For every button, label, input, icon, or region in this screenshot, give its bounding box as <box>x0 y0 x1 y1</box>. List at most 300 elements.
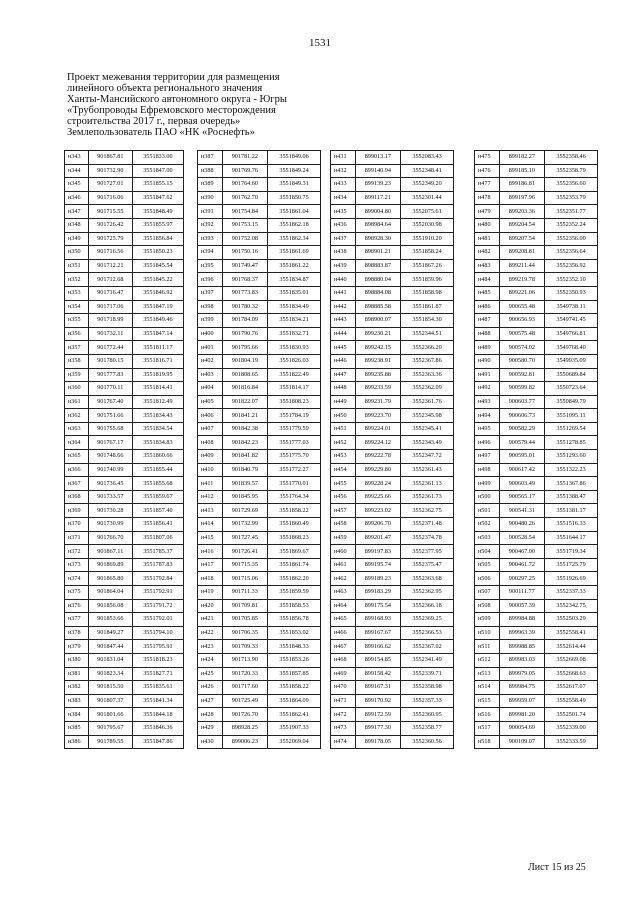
point-id-cell: н487 <box>475 314 500 328</box>
y-coordinate-cell: 3551814.41 <box>132 382 183 396</box>
point-id-cell: н387 <box>198 151 223 165</box>
y-coordinate-cell: 3552363.68 <box>401 572 454 586</box>
x-coordinate-cell: 901808.65 <box>222 368 268 382</box>
table-row <box>475 450 598 464</box>
point-id-cell: н352 <box>65 273 89 287</box>
y-coordinate-cell: 3551862.18 <box>268 218 321 232</box>
point-id-cell: н404 <box>198 382 223 396</box>
x-coordinate-cell: 901823.34 <box>88 667 132 681</box>
y-coordinate-cell: 3552362.95 <box>401 586 454 600</box>
point-id-cell: н416 <box>198 545 223 559</box>
y-coordinate-cell: 3552358.46 <box>545 151 598 165</box>
x-coordinate-cell: 900656.93 <box>499 314 545 328</box>
table-row <box>198 531 321 545</box>
y-coordinate-cell: 3552341.49 <box>401 653 454 667</box>
table-row <box>65 653 184 667</box>
point-id-cell: н412 <box>198 490 223 504</box>
y-coordinate-cell: 3551847.86 <box>132 735 183 749</box>
table-row <box>198 246 321 260</box>
y-coordinate-cell: 3551822.49 <box>268 368 321 382</box>
x-coordinate-cell: 901709.33 <box>222 640 268 654</box>
point-id-cell: н492 <box>475 382 500 396</box>
x-coordinate-cell: 899208.81 <box>499 246 545 260</box>
point-id-cell: н462 <box>331 572 356 586</box>
x-coordinate-cell: 901732.11 <box>88 327 132 341</box>
y-coordinate-cell: 3551847.19 <box>132 300 183 314</box>
point-id-cell: н500 <box>475 490 500 504</box>
y-coordinate-cell: 3552369.25 <box>401 613 454 627</box>
point-id-cell: н363 <box>65 422 89 436</box>
x-coordinate-cell: 901726.42 <box>88 218 132 232</box>
table-row <box>475 395 598 409</box>
point-id-cell: н446 <box>331 354 356 368</box>
x-coordinate-cell: 901709.81 <box>222 599 268 613</box>
table-row <box>65 286 184 300</box>
y-coordinate-cell: 3551907.33 <box>268 721 321 735</box>
y-coordinate-cell: 3552347.72 <box>401 450 454 464</box>
y-coordinate-cell: 3551861.04 <box>268 205 321 219</box>
point-id-cell: н358 <box>65 354 89 368</box>
point-id-cell: н505 <box>475 558 500 572</box>
y-coordinate-cell: 3552367.86 <box>401 354 454 368</box>
x-coordinate-cell: 901801.66 <box>88 708 132 722</box>
table-row <box>198 599 321 613</box>
table-row <box>331 572 454 586</box>
x-coordinate-cell: 900655.48 <box>499 300 545 314</box>
x-coordinate-cell: 900461.72 <box>499 558 545 572</box>
y-coordinate-cell: 3551808.23 <box>268 395 321 409</box>
table-row <box>475 572 598 586</box>
x-coordinate-cell: 901856.08 <box>88 599 132 613</box>
y-coordinate-cell: 3551834.21 <box>268 314 321 328</box>
x-coordinate-cell: 901727.45 <box>222 531 268 545</box>
y-coordinate-cell: 3552344.51 <box>401 327 454 341</box>
table-row <box>331 721 454 735</box>
table-row <box>475 735 598 749</box>
table-row <box>331 341 454 355</box>
y-coordinate-cell: 3551818.23 <box>132 653 183 667</box>
table-row <box>198 490 321 504</box>
y-coordinate-cell: 3551861.74 <box>268 558 321 572</box>
x-coordinate-cell: 901822.07 <box>222 395 268 409</box>
point-id-cell: н453 <box>331 450 356 464</box>
y-coordinate-cell: 3551856.84 <box>132 232 183 246</box>
y-coordinate-cell: 3551811.17 <box>132 341 183 355</box>
table-row <box>198 694 321 708</box>
table-row <box>65 273 184 287</box>
point-id-cell: н477 <box>475 178 500 192</box>
y-coordinate-cell: 3551322.23 <box>545 463 598 477</box>
point-id-cell: н382 <box>65 681 89 695</box>
x-coordinate-cell: 901847.44 <box>88 640 132 654</box>
x-coordinate-cell: 898901.21 <box>355 246 401 260</box>
table-row <box>331 545 454 559</box>
point-id-cell: н479 <box>475 205 500 219</box>
point-id-cell: н350 <box>65 246 89 260</box>
point-id-cell: н466 <box>331 626 356 640</box>
x-coordinate-cell: 900528.54 <box>499 531 545 545</box>
y-coordinate-cell: 3551845.54 <box>132 259 183 273</box>
y-coordinate-cell: 3552342.75 <box>545 599 598 613</box>
table-row <box>475 259 598 273</box>
y-coordinate-cell: 3551644.17 <box>545 531 598 545</box>
x-coordinate-cell: 901867.11 <box>88 545 132 559</box>
point-id-cell: н459 <box>331 531 356 545</box>
x-coordinate-cell: 901773.83 <box>222 286 268 300</box>
table-row <box>475 368 598 382</box>
x-coordinate-cell: 899211.44 <box>499 259 545 273</box>
point-id-cell: н353 <box>65 286 89 300</box>
table-row <box>65 531 184 545</box>
point-id-cell: н343 <box>65 151 89 165</box>
y-coordinate-cell: 3551794.10 <box>132 626 183 640</box>
x-coordinate-cell: 901751.66 <box>88 409 132 423</box>
table-row <box>331 667 454 681</box>
table-row <box>475 545 598 559</box>
point-id-cell: н384 <box>65 708 89 722</box>
y-coordinate-cell: 3551832.71 <box>268 327 321 341</box>
point-id-cell: н374 <box>65 572 89 586</box>
y-coordinate-cell: 3551833.00 <box>132 151 183 165</box>
x-coordinate-cell: 900467.00 <box>499 545 545 559</box>
x-coordinate-cell: 899117.21 <box>355 191 401 205</box>
point-id-cell: н364 <box>65 436 89 450</box>
y-coordinate-cell: 3551855.68 <box>132 477 183 491</box>
table-row <box>331 694 454 708</box>
y-coordinate-cell: 3552356.60 <box>545 178 598 192</box>
table-row <box>198 409 321 423</box>
y-coordinate-cell: 3551775.70 <box>268 450 321 464</box>
y-coordinate-cell: 3551855.97 <box>132 218 183 232</box>
table-row <box>475 599 598 613</box>
x-coordinate-cell: 898928.25 <box>222 721 268 735</box>
table-row <box>475 218 598 232</box>
x-coordinate-cell: 899172.59 <box>355 708 401 722</box>
table-row <box>475 558 598 572</box>
y-coordinate-cell: 3551777.03 <box>268 436 321 450</box>
table-row <box>198 586 321 600</box>
x-coordinate-cell: 899230.21 <box>355 327 401 341</box>
point-id-cell: н439 <box>331 259 356 273</box>
point-id-cell: н394 <box>198 246 223 260</box>
x-coordinate-cell: 900580.70 <box>499 354 545 368</box>
y-coordinate-cell: 3551849.24 <box>268 164 321 178</box>
point-id-cell: н377 <box>65 613 89 627</box>
y-coordinate-cell: 3552361.43 <box>401 463 454 477</box>
title-line: Ханты-Мансийского автономного округа - Югры <box>67 94 287 105</box>
point-id-cell: н362 <box>65 409 89 423</box>
y-coordinate-cell: 3551367.86 <box>545 477 598 491</box>
point-id-cell: н405 <box>198 395 223 409</box>
y-coordinate-cell: 3551862.41 <box>268 708 321 722</box>
x-coordinate-cell: 901712.68 <box>88 273 132 287</box>
table-row <box>65 735 184 749</box>
point-id-cell: н418 <box>198 572 223 586</box>
x-coordinate-cell: 901795.66 <box>222 341 268 355</box>
x-coordinate-cell: 899006.23 <box>222 735 268 749</box>
x-coordinate-cell: 901732.90 <box>88 164 132 178</box>
table-row <box>198 450 321 464</box>
table-row <box>475 531 598 545</box>
x-coordinate-cell: 899195.74 <box>355 558 401 572</box>
y-coordinate-cell: 3551849.46 <box>132 314 183 328</box>
x-coordinate-cell: 900603.49 <box>499 477 545 491</box>
table-row <box>198 681 321 695</box>
table-row <box>331 626 454 640</box>
x-coordinate-cell: 899166.62 <box>355 640 401 654</box>
x-coordinate-cell: 899984.88 <box>499 613 545 627</box>
table-row <box>65 545 184 559</box>
y-coordinate-cell: 3551862.34 <box>268 232 321 246</box>
y-coordinate-cell: 3552363.36 <box>401 368 454 382</box>
point-id-cell: н444 <box>331 327 356 341</box>
title-line: Проект межевания территории для размещения <box>67 72 280 83</box>
table-row <box>331 273 454 287</box>
y-coordinate-cell: 3552349.20 <box>401 178 454 192</box>
table-row <box>475 409 598 423</box>
document-title <box>67 72 367 138</box>
y-coordinate-cell: 3551845.22 <box>132 273 183 287</box>
x-coordinate-cell: 901764.60 <box>222 178 268 192</box>
y-coordinate-cell: 3551835.61 <box>132 681 183 695</box>
x-coordinate-cell: 899139.23 <box>355 178 401 192</box>
y-coordinate-cell: 3551861.87 <box>401 300 454 314</box>
point-id-cell: н488 <box>475 327 500 341</box>
y-coordinate-cell: 3551859.67 <box>132 490 183 504</box>
x-coordinate-cell: 901790.76 <box>222 327 268 341</box>
point-id-cell: н451 <box>331 422 356 436</box>
x-coordinate-cell: 899168.93 <box>355 613 401 627</box>
table-row <box>475 422 598 436</box>
point-id-cell: н388 <box>198 164 223 178</box>
x-coordinate-cell: 899228.24 <box>355 477 401 491</box>
x-coordinate-cell: 899186.81 <box>499 178 545 192</box>
table-row <box>198 558 321 572</box>
y-coordinate-cell: 3552367.02 <box>401 640 454 654</box>
x-coordinate-cell: 900595.01 <box>499 450 545 464</box>
y-coordinate-cell: 3551792.91 <box>132 586 183 600</box>
table-row <box>475 314 598 328</box>
y-coordinate-cell: 3552345.41 <box>401 422 454 436</box>
y-coordinate-cell: 3551792.84 <box>132 572 183 586</box>
table-row <box>475 382 598 396</box>
y-coordinate-cell: 3551850.23 <box>132 246 183 260</box>
x-coordinate-cell: 899154.85 <box>355 653 401 667</box>
point-id-cell: н467 <box>331 640 356 654</box>
x-coordinate-cell: 899988.85 <box>499 640 545 654</box>
point-id-cell: н415 <box>198 531 223 545</box>
table-row <box>198 477 321 491</box>
point-id-cell: н516 <box>475 708 500 722</box>
x-coordinate-cell: 901730.28 <box>88 504 132 518</box>
y-coordinate-cell: 3552345.98 <box>401 409 454 423</box>
x-coordinate-cell: 899182.27 <box>499 151 545 165</box>
x-coordinate-cell: 899233.59 <box>355 382 401 396</box>
x-coordinate-cell: 901715.55 <box>88 205 132 219</box>
y-coordinate-cell: 3551770.01 <box>268 477 321 491</box>
x-coordinate-cell: 899219.78 <box>499 273 545 287</box>
point-id-cell: н474 <box>331 735 356 749</box>
table-row <box>331 395 454 409</box>
x-coordinate-cell: 901804.19 <box>222 354 268 368</box>
point-id-cell: н484 <box>475 273 500 287</box>
x-coordinate-cell: 900575.48 <box>499 327 545 341</box>
table-row <box>198 708 321 722</box>
x-coordinate-cell: 901711.33 <box>222 586 268 600</box>
x-coordinate-cell: 901749.47 <box>222 259 268 273</box>
table-row <box>331 708 454 722</box>
x-coordinate-cell: 901853.66 <box>88 613 132 627</box>
y-coordinate-cell: 3551849.06 <box>268 151 321 165</box>
table-row <box>331 314 454 328</box>
point-id-cell: н349 <box>65 232 89 246</box>
table-row <box>198 205 321 219</box>
x-coordinate-cell: 900109.07 <box>499 735 545 749</box>
y-coordinate-cell: 3551859.59 <box>268 586 321 600</box>
table-row <box>475 463 598 477</box>
point-id-cell: н398 <box>198 300 223 314</box>
point-id-cell: н357 <box>65 341 89 355</box>
title-line: строительства 2017 г., первая очередь» <box>67 116 241 127</box>
x-coordinate-cell: 901725.79 <box>88 232 132 246</box>
y-coordinate-cell: 3549766.81 <box>545 327 598 341</box>
table-row <box>198 218 321 232</box>
point-id-cell: н407 <box>198 422 223 436</box>
y-coordinate-cell: 3551853.02 <box>268 626 321 640</box>
point-id-cell: н392 <box>198 218 223 232</box>
x-coordinate-cell: 901845.95 <box>222 490 268 504</box>
x-coordinate-cell: 899984.75 <box>499 681 545 695</box>
point-id-cell: н369 <box>65 504 89 518</box>
y-coordinate-cell: 3551856.78 <box>268 613 321 627</box>
table-row <box>331 205 454 219</box>
table-row <box>331 450 454 464</box>
table-row <box>65 409 184 423</box>
table-row <box>475 613 598 627</box>
y-coordinate-cell: 3552668.63 <box>545 667 598 681</box>
point-id-cell: н351 <box>65 259 89 273</box>
table-row <box>331 368 454 382</box>
x-coordinate-cell: 901729.69 <box>222 504 268 518</box>
table-row <box>198 341 321 355</box>
y-coordinate-cell: 3552030.98 <box>401 218 454 232</box>
point-id-cell: н454 <box>331 463 356 477</box>
y-coordinate-cell: 3549738.11 <box>545 300 598 314</box>
table-row <box>331 599 454 613</box>
point-id-cell: н359 <box>65 368 89 382</box>
y-coordinate-cell: 3552339.71 <box>401 667 454 681</box>
y-coordinate-cell: 3551864.09 <box>268 694 321 708</box>
y-coordinate-cell: 3551381.17 <box>545 504 598 518</box>
y-coordinate-cell: 3551861.69 <box>268 246 321 260</box>
x-coordinate-cell: 900599.82 <box>499 382 545 396</box>
point-id-cell: н517 <box>475 721 500 735</box>
y-coordinate-cell: 3551861.22 <box>268 259 321 273</box>
point-id-cell: н390 <box>198 191 223 205</box>
x-coordinate-cell: 901720.33 <box>222 667 268 681</box>
x-coordinate-cell: 901842.23 <box>222 436 268 450</box>
x-coordinate-cell: 900541.31 <box>499 504 545 518</box>
table-row <box>65 218 184 232</box>
point-id-cell: н373 <box>65 558 89 572</box>
point-id-cell: н450 <box>331 409 356 423</box>
y-coordinate-cell: 3551819.95 <box>132 368 183 382</box>
point-id-cell: н397 <box>198 286 223 300</box>
x-coordinate-cell: 901869.89 <box>88 558 132 572</box>
point-id-cell: н400 <box>198 327 223 341</box>
x-coordinate-cell: 901730.99 <box>88 518 132 532</box>
y-coordinate-cell: 3551841.34 <box>132 694 183 708</box>
y-coordinate-cell: 3551858.98 <box>401 286 454 300</box>
point-id-cell: н361 <box>65 395 89 409</box>
table-row <box>198 463 321 477</box>
table-row <box>475 518 598 532</box>
x-coordinate-cell: 899222.78 <box>355 450 401 464</box>
point-id-cell: н456 <box>331 490 356 504</box>
y-coordinate-cell: 3552617.07 <box>545 681 598 695</box>
x-coordinate-cell: 899238.91 <box>355 354 401 368</box>
point-id-cell: н344 <box>65 164 89 178</box>
point-id-cell: н391 <box>198 205 223 219</box>
point-id-cell: н395 <box>198 259 223 273</box>
y-coordinate-cell: 3552358.77 <box>401 721 454 735</box>
point-id-cell: н503 <box>475 531 500 545</box>
point-id-cell: н468 <box>331 653 356 667</box>
point-id-cell: н473 <box>331 721 356 735</box>
y-coordinate-cell: 3551812.49 <box>132 395 183 409</box>
point-id-cell: н371 <box>65 531 89 545</box>
x-coordinate-cell: 901718.99 <box>88 314 132 328</box>
x-coordinate-cell: 899197.96 <box>499 191 545 205</box>
point-id-cell: н419 <box>198 586 223 600</box>
table-row <box>65 586 184 600</box>
table-row <box>475 504 598 518</box>
table-row <box>331 164 454 178</box>
point-id-cell: н469 <box>331 667 356 681</box>
x-coordinate-cell: 901750.16 <box>222 246 268 260</box>
table-row <box>331 531 454 545</box>
point-id-cell: н461 <box>331 558 356 572</box>
table-row <box>198 626 321 640</box>
page-number: 1531 <box>309 37 331 49</box>
x-coordinate-cell: 901726.41 <box>222 545 268 559</box>
y-coordinate-cell: 3552301.44 <box>401 191 454 205</box>
point-id-cell: н481 <box>475 232 500 246</box>
y-coordinate-cell: 3552375.47 <box>401 558 454 572</box>
x-coordinate-cell: 901755.68 <box>88 422 132 436</box>
point-id-cell: н497 <box>475 450 500 464</box>
x-coordinate-cell: 901781.22 <box>222 151 268 165</box>
table-row <box>331 286 454 300</box>
y-coordinate-cell: 3551857.40 <box>132 504 183 518</box>
table-row <box>475 490 598 504</box>
table-row <box>198 314 321 328</box>
x-coordinate-cell: 900603.77 <box>499 395 545 409</box>
table-row <box>475 341 598 355</box>
point-id-cell: н425 <box>198 667 223 681</box>
table-row <box>198 504 321 518</box>
x-coordinate-cell: 900565.17 <box>499 490 545 504</box>
table-row <box>65 463 184 477</box>
point-id-cell: н443 <box>331 314 356 328</box>
point-id-cell: н428 <box>198 708 223 722</box>
table-row <box>65 436 184 450</box>
point-id-cell: н495 <box>475 422 500 436</box>
y-coordinate-cell: 3552356.92 <box>545 259 598 273</box>
y-coordinate-cell: 3551859.96 <box>401 273 454 287</box>
point-id-cell: н486 <box>475 300 500 314</box>
table-row <box>65 613 184 627</box>
